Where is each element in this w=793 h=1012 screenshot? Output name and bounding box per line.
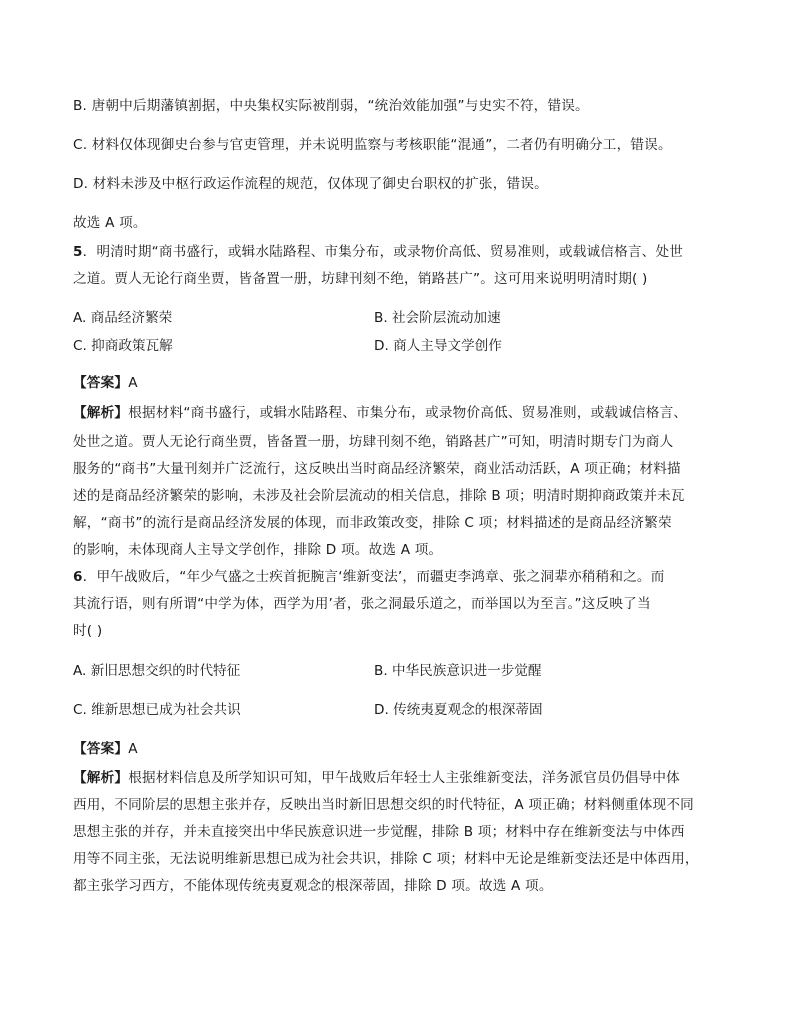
q5-option-a: A. 商品经济繁荣	[73, 310, 173, 326]
q5-answer-value: A	[128, 375, 138, 391]
q5-analysis-label: 【解析】	[73, 405, 129, 421]
option-c-explanation: C. 材料仅体现御史台参与官吏管理，并未说明监察与考核职能“混通”，二者仍有明确分工，错误。	[73, 137, 672, 153]
q6-answer	[73, 740, 138, 758]
q5-stem-text-1: ．明清时期“商书盛行，或辑水陆路程、市集分布，或录物价高低、贸易准则，或载诚信格言、处世	[82, 244, 684, 260]
q5-analysis-text-1: 根据材料“商书盛行，或辑水陆路程、市集分布，或录物价高低、贸易准则，或载诚信格言、	[128, 405, 688, 421]
q6-analysis-line-3: 思想主张的并存，并未直接突出中华民族意识进一步觉醒，排除 B 项；材料中存在维新变法与中体西	[73, 824, 685, 840]
q6-option-b: B. 中华民族意识进一步觉醒	[374, 663, 542, 679]
q5-answer	[73, 374, 138, 392]
q6-stem-line-3: 时( )	[73, 623, 103, 639]
q6-analysis-line-5: 都主张学习西方，不能体现传统夷夏观念的根深蒂固，排除 D 项。故选 A 项。	[73, 878, 553, 894]
q6-option-d: D. 传统夷夏观念的根深蒂固	[374, 702, 543, 718]
q5-analysis-line-1	[73, 404, 687, 422]
q6-number: 6	[73, 569, 83, 585]
q6-answer-value: A	[128, 741, 138, 757]
q5-analysis-line-5: 解，“商书”的流行是商品经济发展的体现，而非政策改变，排除 C 项；材料描述的是商品经济繁荣	[73, 515, 672, 531]
q5-number: 5	[73, 244, 83, 260]
q5-analysis-line-6: 的影响，未体现商人主导文学创作，排除 D 项。故选 A 项。	[73, 542, 443, 558]
q5-stem-line-1	[73, 243, 683, 261]
q6-answer-label: 【答案】	[73, 741, 129, 757]
q6-option-a: A. 新旧思想交织的时代特征	[73, 663, 241, 679]
q6-analysis-line-2: 西用，不同阶层的思想主张并存，反映出当时新旧思想交织的时代特征，A 项正确；材料侧重体现不同	[73, 797, 694, 813]
q6-stem-line-2: 其流行语，则有所谓“中学为体，西学为用’者，张之洞最乐道之，而举国以为至言。”这反映了当	[73, 596, 651, 612]
q5-option-d: D. 商人主导文学创作	[374, 338, 502, 354]
q6-analysis-label: 【解析】	[73, 770, 129, 786]
q6-analysis-line-4: 用等不同主张，无法说明维新思想已成为社会共识，排除 C 项；材料中无论是维新变法还是中体西用，	[73, 851, 699, 867]
q6-analysis-line-1	[73, 769, 680, 787]
q6-analysis-text-1: 根据材料信息及所学知识可知，甲午战败后年轻士人主张维新变法，洋务派官员仍倡导中体	[128, 770, 680, 786]
q5-analysis-line-2: 处世之道。贾人无论行商坐贾，皆备置一册，坊肆刊刻不绝，销路甚广”可知，明清时期专门为商人	[73, 434, 674, 450]
q5-option-b: B. 社会阶层流动加速	[374, 310, 501, 326]
option-d-explanation: D. 材料未涉及中枢行政运作流程的规范，仅体现了御史台职权的扩张，错误。	[73, 176, 548, 192]
option-b-explanation: B. 唐朝中后期藩镇割据，中央集权实际被削弱，“统治效能加强”与史实不符，错误。	[73, 98, 589, 114]
q5-option-c: C. 抑商政策瓦解	[73, 338, 173, 354]
conclusion-text: 故选 A 项。	[73, 215, 147, 231]
q6-stem-line-1	[73, 568, 665, 586]
q5-stem-line-2: 之道。贾人无论行商坐贾，皆备置一册，坊肆刊刻不绝，销路甚广”。这可用来说明明清时期( )	[73, 271, 648, 287]
q6-option-c: C. 维新思想已成为社会共识	[73, 702, 241, 718]
q5-answer-label: 【答案】	[73, 375, 129, 391]
q5-analysis-line-4: 述的是商品经济繁荣的影响，未涉及社会阶层流动的相关信息，排除 B 项；明清时期抑商政策并未瓦	[73, 488, 685, 504]
q5-analysis-line-3: 服务的“商书”大量刊刻并广泛流行，这反映出当时商品经济繁荣，商业活动活跃，A 项正确；材料描	[73, 461, 681, 477]
q6-stem-text-1: ．甲午战败后，“年少气盛之士疾首扼腕言‘维新变法’，而疆吏李鸿章、张之洞辈亦稍稍和之。而	[82, 569, 665, 585]
